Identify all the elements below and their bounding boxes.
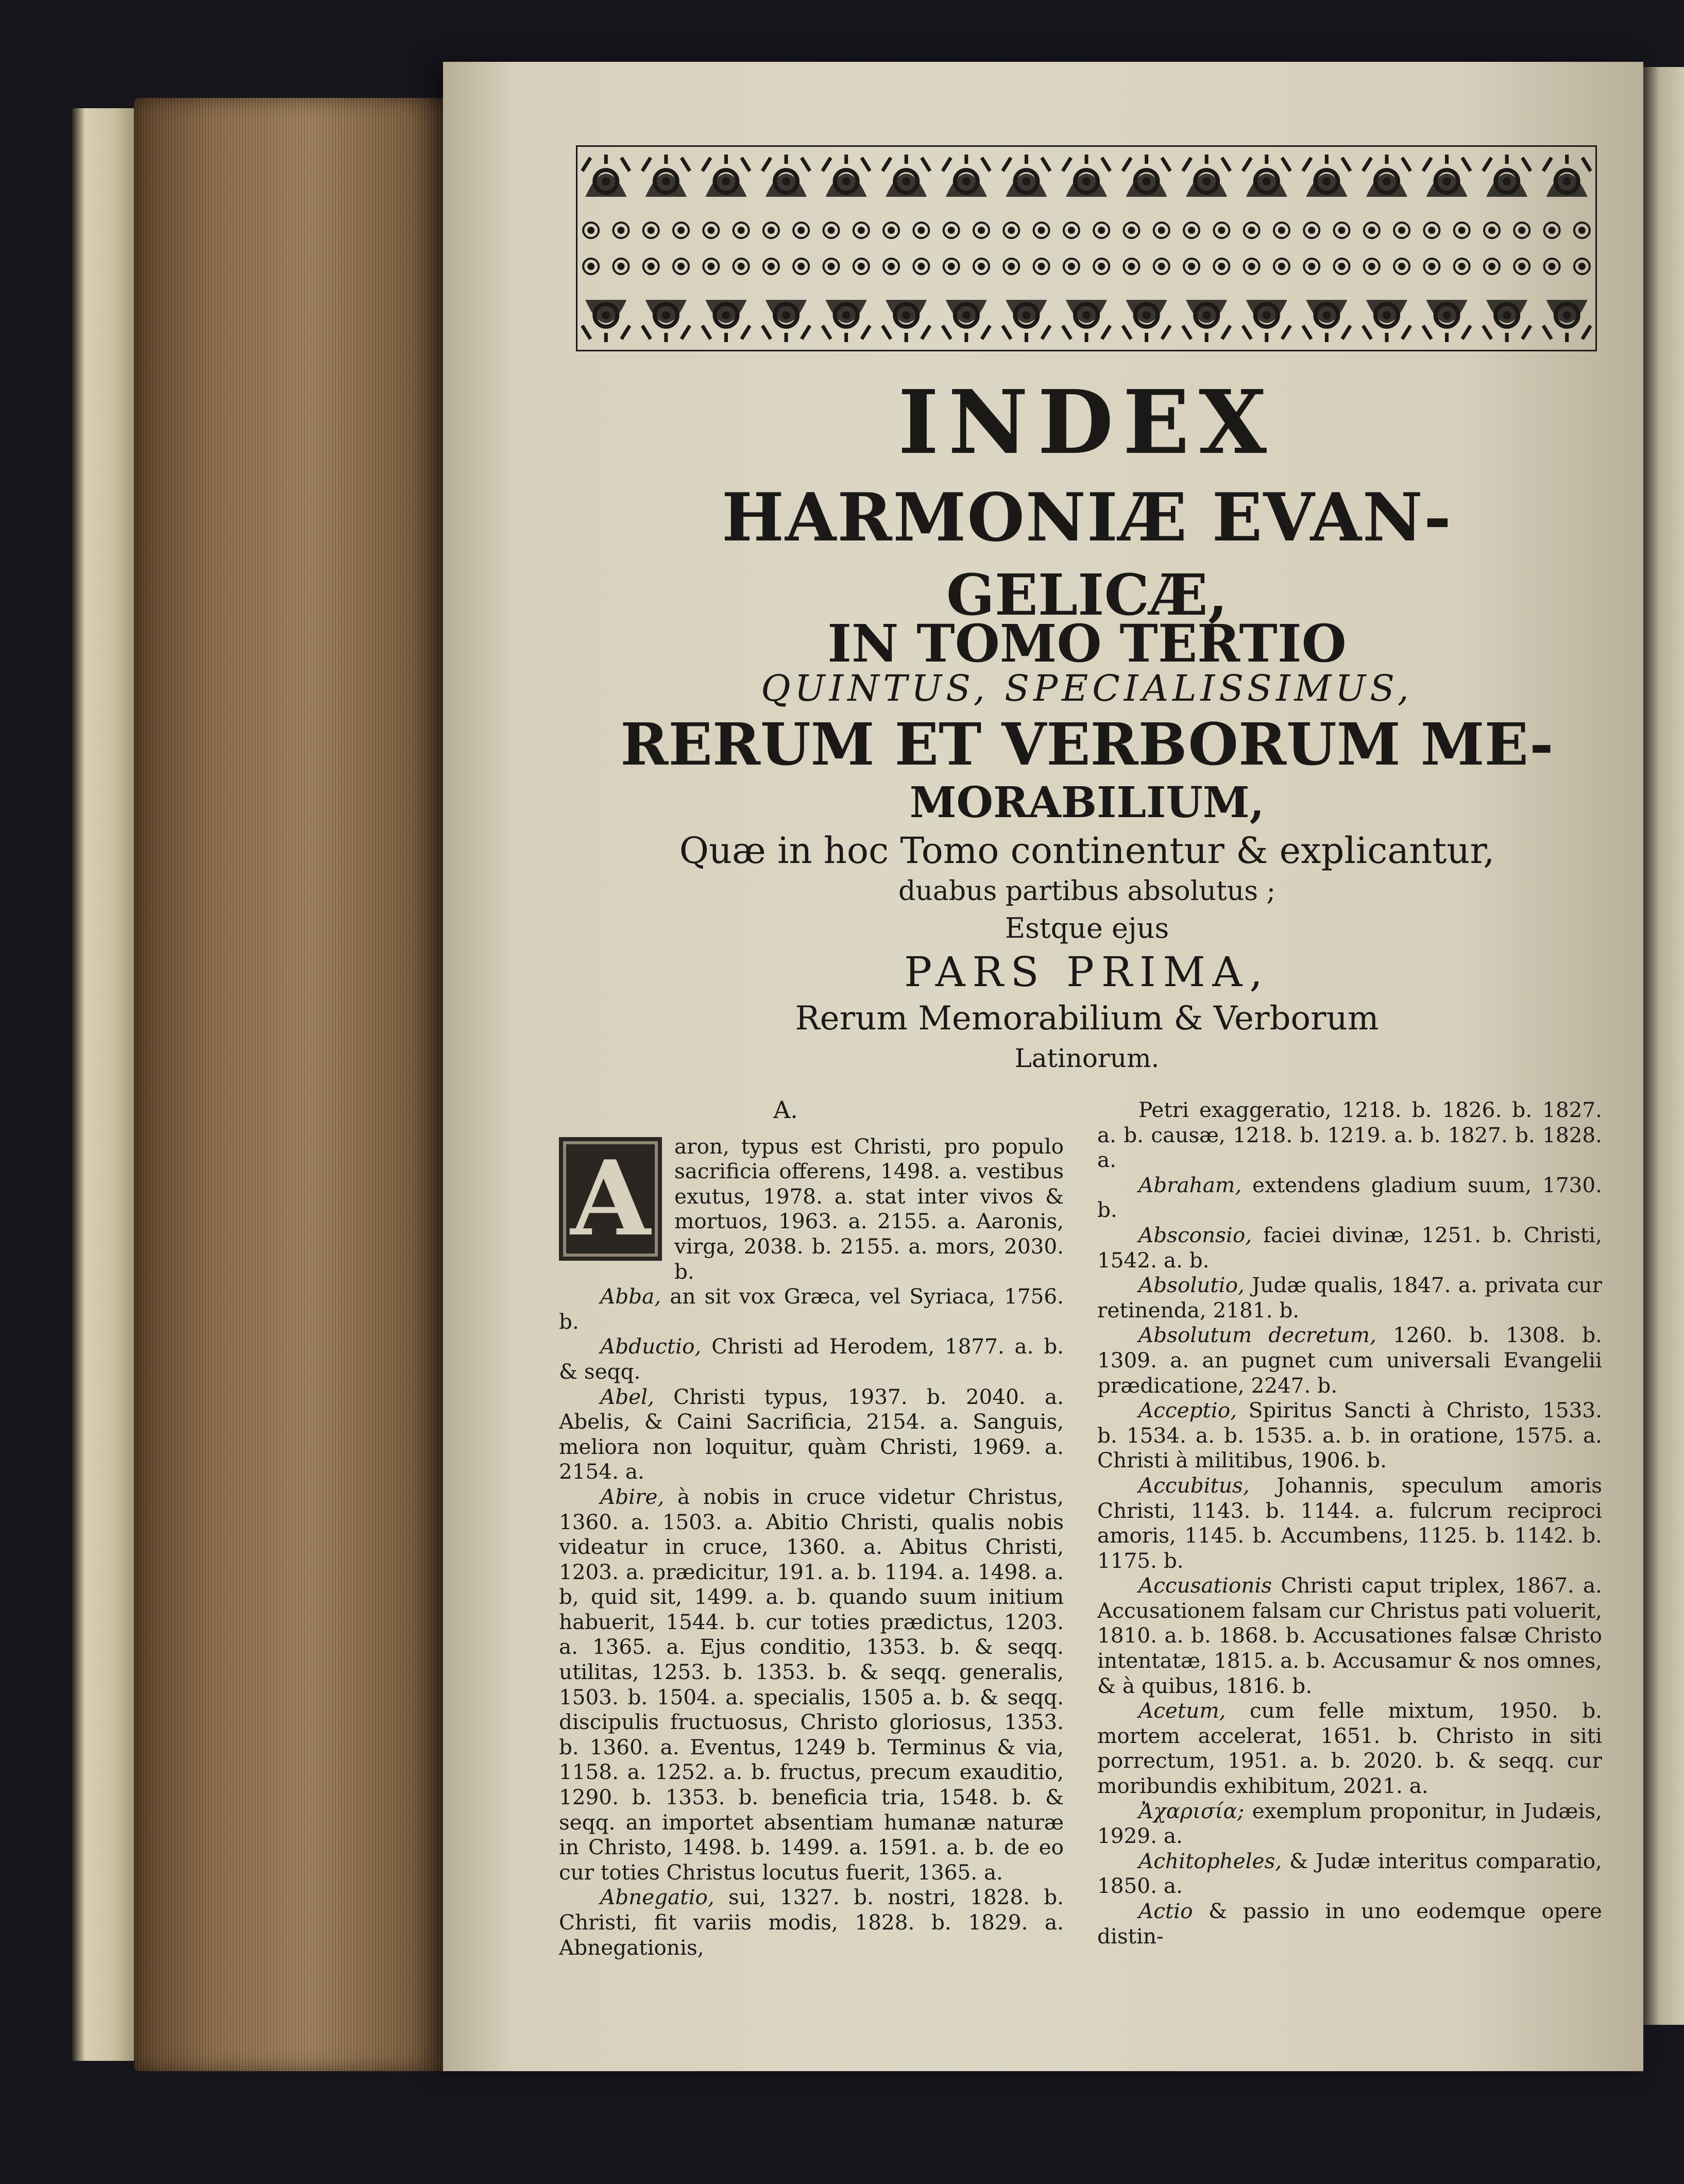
entry-headword: Acceptio,	[1138, 1398, 1237, 1423]
entry-text: 1260. b. 1308. b. 1309. a. an pugnet cum universali Evangelii prædicatione, 2247. b.	[1097, 1323, 1603, 1398]
entry-text: Christi typus, 1937. b. 2040. a. Abelis, & Caini Sacrificia, 2154. a. Sanguis, meliora non loquitur, quàm Christi, 1969. a. 2154. a.	[559, 1384, 1064, 1484]
ornament-motif	[1543, 300, 1591, 342]
index-entry	[1097, 1097, 1602, 1173]
ornament-motif	[643, 259, 659, 274]
ornament-motif	[762, 155, 810, 197]
entry-headword: Absconsio,	[1138, 1222, 1252, 1247]
entry-text: Spiritus Sancti à Christo, 1533. b. 1534. a. b. 1535. a. b. in oratione, 1575. a. Christi à militibus, 1906. b.	[1097, 1398, 1603, 1473]
ornament-motif	[1124, 223, 1139, 238]
ornament-motif	[1303, 155, 1350, 197]
entry-headword: Absolutum decretum,	[1138, 1323, 1376, 1348]
ornament-motif	[1094, 223, 1109, 238]
ornament-motif	[793, 259, 809, 274]
ornament-motif	[1514, 259, 1529, 274]
entry-text: à nobis in cruce videtur Christus, 1360. a. 1503. a. Abitio Christi, qualis nobis videatur in cruce, 1360. a. Abitus Christi, 1203. a. prædicitur, 191. a. b. 1194. a. 1498. a. b, quid sit, 1499. a. b. quando suum initium habuerit, 1544. b. cur toties prædictus, 1203. a. 1365. a. Ejus conditio, 1353. b. & seqq. utilitas, 1253. b. 1353. b. & seqq. generalis, 1503. b. 1504. a. specialis, 1505 a. b. & seqq. discipulis fructuosus, Christo gloriosus, 1353. b. 1360. a. Eventus, 1249 b. Terminus & via, 1158. a. 1252. a. b. fructus, precum exauditio, 1290. b. 1353. b. beneficia tria, 1548. b. & seqq. an importet absentiam humanæ naturæ in Christo, 1498. b. 1499. a. 1591. a. b. de eo cur toties Christus locutus fuerit, 1365. a.	[559, 1484, 1064, 1885]
ornament-motif	[854, 223, 869, 238]
ornament-motif	[702, 300, 750, 342]
facing-page-edge	[1643, 67, 1684, 2025]
ornament-motif	[823, 300, 870, 342]
ornament-motif	[1514, 223, 1529, 238]
ornament-motif	[1423, 300, 1471, 342]
ornament-motif	[1124, 259, 1139, 274]
ornament-motif	[1184, 259, 1199, 274]
ornamental-headpiece	[576, 145, 1597, 351]
entry-text: sui, 1327. b. nostri, 1828. b. Christi, fit variis modis, 1828. b. 1829. a. Abnegationis,	[559, 1885, 1064, 1960]
index-entry	[559, 1484, 1064, 1885]
ornament-motif	[1304, 223, 1319, 238]
ornament-motif	[613, 223, 628, 238]
entry-headword: Accusationis	[1138, 1573, 1272, 1598]
ornament-motif	[613, 259, 628, 274]
entry-text: faciei divinæ, 1251. b. Christi, 1542. a. b.	[1097, 1222, 1602, 1273]
ornament-motif	[1244, 259, 1260, 274]
ornament-motif	[1002, 300, 1050, 342]
ornament-motif	[1304, 259, 1319, 274]
ornament-motif	[1183, 300, 1230, 342]
ornament-motif	[1094, 259, 1109, 274]
ornament-motif	[824, 223, 839, 238]
ornament-motif	[1064, 223, 1079, 238]
title-duabus-partibus: duabus partibus absolutus ;	[898, 876, 1275, 907]
ornament-motif	[582, 155, 630, 197]
ornament-motif	[883, 259, 899, 274]
ornament-motif	[1454, 259, 1470, 274]
ornament-motif	[974, 259, 989, 274]
ornament-motif	[974, 223, 989, 238]
ornament-motif	[642, 300, 690, 342]
ornament-motif	[1364, 259, 1380, 274]
ornament-motif	[673, 259, 689, 274]
ornament-motif	[1063, 300, 1110, 342]
ornament-motif	[1334, 259, 1350, 274]
ornament-motif	[1394, 259, 1409, 274]
ornament-motif	[823, 155, 870, 197]
entry-text: & Judæ interitus comparatio, 1850. a.	[1097, 1848, 1602, 1899]
ornament-motif	[1543, 155, 1591, 197]
ornament-motif	[882, 155, 930, 197]
ornament-motif	[793, 223, 809, 238]
ornament-motif	[1034, 259, 1049, 274]
ornament-motif	[703, 259, 719, 274]
ornament-motif	[1183, 155, 1230, 197]
ornament-motif	[1334, 223, 1350, 238]
ornament-motif	[1484, 259, 1500, 274]
ornament-motif	[1274, 259, 1289, 274]
entry-text: an sit vox Græca, vel Syriaca, 1756. b.	[559, 1284, 1064, 1334]
ornament-motif	[1574, 223, 1590, 238]
ornament-motif	[944, 259, 959, 274]
entry-headword: Abel,	[600, 1384, 654, 1409]
ornament-motif	[1423, 155, 1471, 197]
index-entry	[559, 1134, 1064, 1284]
title-latinorum: Latinorum.	[1014, 1043, 1160, 1073]
ornament-motif	[1154, 223, 1169, 238]
ornament-motif	[582, 300, 630, 342]
ornament-motif	[1003, 259, 1019, 274]
entry-text: aron, typus est Christi, pro populo sacrificia offerens, 1498. a. vestibus exutus, 1978. a. stat inter vivos & mortuos, 1963. a. 2155. a. Aaronis, virga, 2038. b. 2155. a. mors, 2030. b.	[674, 1133, 1064, 1284]
title-quintus: QUINTUS, SPECIALISSIMUS,	[761, 667, 1413, 709]
ornament-motif	[734, 223, 749, 238]
index-entry	[1097, 1698, 1602, 1798]
entry-text: Judæ qualis, 1847. a. privata cur retinenda, 2181. b.	[1097, 1273, 1602, 1323]
index-entry	[1097, 1273, 1602, 1323]
ornament-motif	[1364, 223, 1380, 238]
book-cover-edge	[72, 108, 144, 2061]
ornament-motif	[913, 223, 929, 238]
title-morabilium: MORABILIUM,	[909, 778, 1265, 827]
entry-headword: Accubitus,	[1138, 1472, 1250, 1498]
title-pars-prima: PARS PRIMA,	[904, 948, 1270, 996]
index-entry	[1097, 1573, 1602, 1698]
entry-text: exemplum proponitur, in Judæis, 1929. a.	[1097, 1798, 1602, 1849]
entry-headword: Actio	[1138, 1899, 1193, 1923]
ornament-motif	[1214, 223, 1229, 238]
ornament-motif	[913, 259, 929, 274]
ornament-motif	[1123, 155, 1170, 197]
ornament-motif	[1154, 259, 1169, 274]
ornament-motif	[1034, 223, 1049, 238]
ornament-motif	[702, 155, 750, 197]
title-gelicae: GELICÆ,	[946, 562, 1228, 628]
index-column-left	[559, 1097, 1064, 1960]
ornament-motif	[1274, 223, 1289, 238]
ornament-motif	[1574, 259, 1590, 274]
index-entry	[1097, 1473, 1602, 1573]
ornament-motif	[763, 259, 779, 274]
entry-headword: Acetum,	[1138, 1698, 1226, 1723]
ornament-motif	[1243, 155, 1290, 197]
decorated-initial: A	[559, 1137, 662, 1261]
section-letter: A.	[773, 1096, 798, 1124]
ornament-motif	[1303, 300, 1350, 342]
ornament-motif	[1123, 300, 1170, 342]
entry-headword: Abire,	[600, 1484, 665, 1509]
ornament-motif	[883, 223, 899, 238]
title-harmoniae: HARMONIÆ EVAN-	[722, 479, 1452, 556]
index-entry	[559, 1334, 1064, 1384]
title-rerum-et-verborum: RERUM ET VERBORUM ME-	[620, 711, 1554, 778]
ornament-motif	[1002, 155, 1050, 197]
ornament-motif	[944, 223, 959, 238]
entry-headword: Ἀχαρισία;	[1138, 1798, 1245, 1823]
ornament-motif	[1184, 223, 1199, 238]
entry-text: Petri exaggeratio, 1218. b. 1826. b. 1827. a. b. causæ, 1218. b. 1219. a. b. 1827. b. 1828. a.	[1097, 1097, 1602, 1173]
entry-headword: Abductio,	[600, 1334, 702, 1359]
ornament-motif	[943, 155, 990, 197]
ornament-motif	[1243, 300, 1290, 342]
ornament-motif	[1483, 300, 1530, 342]
ornament-motif	[1244, 223, 1260, 238]
title-estque-ejus: Estque ejus	[1005, 912, 1169, 944]
entry-headword: Achitopheles,	[1138, 1848, 1282, 1873]
ornament-motif	[1003, 223, 1019, 238]
title-in-tomo-tertio: IN TOMO TERTIO	[827, 613, 1347, 674]
index-entry	[1097, 1899, 1602, 1949]
title-rerum-memorabilium: Rerum Memorabilium & Verborum	[795, 1000, 1379, 1038]
ornament-motif	[1484, 223, 1500, 238]
ornament-motif	[673, 223, 689, 238]
ornament-motif	[642, 155, 690, 197]
index-column-right	[1097, 1097, 1602, 1949]
ornament-motif	[1064, 259, 1079, 274]
entry-text: extendens gladium suum, 1730. b.	[1097, 1172, 1602, 1223]
page-block-edges	[134, 98, 453, 2071]
ornament-motif	[1424, 259, 1439, 274]
ornament-motif	[703, 223, 719, 238]
ornament-motif	[1063, 155, 1110, 197]
ornament-motif	[763, 223, 779, 238]
entry-text: cum felle mixtum, 1950. b. mortem accelerat, 1651. b. Christo in siti porrectum, 1951. a. b. 2020. b. & seqq. cur moribundis exhibitum, 2021. a.	[1097, 1698, 1602, 1799]
index-entry	[559, 1885, 1064, 1960]
ornament-motif	[583, 259, 599, 274]
ornament-motif	[1544, 259, 1560, 274]
ornament-motif	[1214, 259, 1229, 274]
ornament-motif	[854, 259, 869, 274]
ornament-motif	[1363, 155, 1410, 197]
ornament-motif	[882, 300, 930, 342]
index-entry	[559, 1284, 1064, 1334]
ornament-motif	[583, 223, 599, 238]
ornament-motif	[824, 259, 839, 274]
ornament-motif	[1483, 155, 1530, 197]
entry-headword: Abnegatio,	[600, 1885, 715, 1910]
ornament-motif	[943, 300, 990, 342]
index-entry	[1097, 1173, 1602, 1223]
ornament-motif	[1544, 223, 1560, 238]
ornament-motif	[1454, 223, 1470, 238]
index-entry	[1097, 1223, 1602, 1273]
ornament-motif	[734, 259, 749, 274]
index-entry	[1097, 1323, 1602, 1398]
ornament-motif	[1394, 223, 1409, 238]
index-entry	[1097, 1398, 1602, 1473]
ornament-motif	[643, 223, 659, 238]
entry-text: Christi caput triplex, 1867. a. Accusationem falsam cur Christus pati voluerit, 1810. a. b. 1868. b. Accusationes falsæ Christo intentatæ, 1815. a. b. Accusamur & nos omnes, & à quibus, 1816. b.	[1097, 1573, 1602, 1698]
entry-headword: Abraham,	[1138, 1172, 1242, 1197]
entry-headword: Abba,	[600, 1284, 661, 1309]
entry-headword: Absolutio,	[1138, 1273, 1245, 1298]
index-entry	[1097, 1799, 1602, 1849]
entry-text: & passio in uno eodemque opere distin-	[1097, 1899, 1602, 1949]
ornament-motif	[1424, 223, 1439, 238]
title-index: INDEX	[898, 371, 1276, 474]
index-entry	[559, 1384, 1064, 1484]
index-entry	[1097, 1849, 1602, 1899]
entry-text: Johannis, speculum amoris Christi, 1143. b. 1144. a. fulcrum reciproci amoris, 1145. b. Accumbens, 1125. b. 1142. b. 1175. b.	[1097, 1472, 1602, 1573]
entry-text: Christi ad Herodem, 1877. a. b. & seqq.	[559, 1334, 1064, 1384]
ornament-motif	[1363, 300, 1410, 342]
title-quae-in-hoc: Quæ in hoc Tomo continentur & explicantur,	[679, 829, 1495, 872]
ornament-motif	[762, 300, 810, 342]
